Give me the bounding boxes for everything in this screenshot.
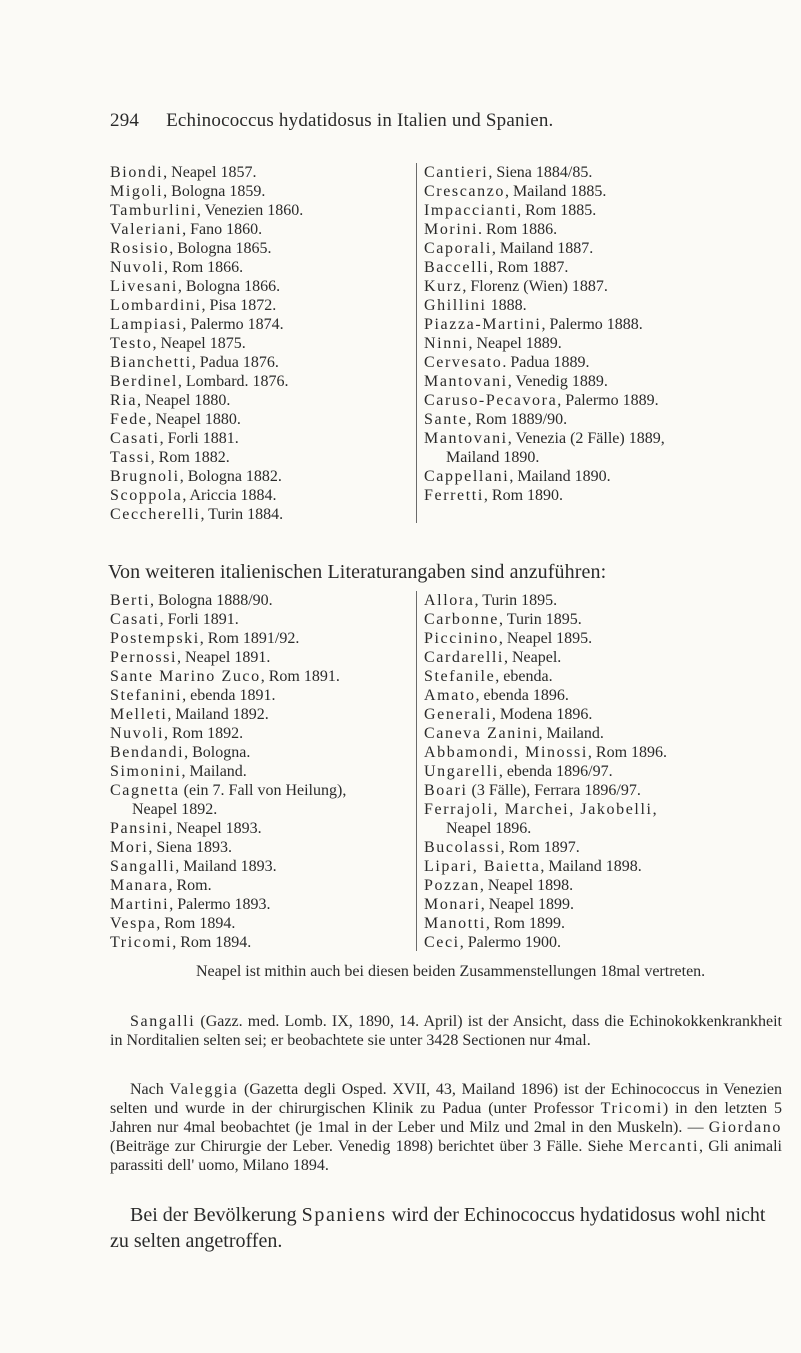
author-name: Melleti [110,706,168,723]
author-name: Brugnoli [110,468,180,485]
author-name: Cardarelli [424,649,504,666]
list2-right-column [424,591,667,952]
author-name: Ungarelli [424,763,499,780]
reference-details: , Mailand. [181,763,247,780]
reference-entry [424,914,667,933]
author-name: Mantovani [424,373,508,390]
column-divider-1 [416,163,417,523]
author-name: Valeggia [169,1081,239,1098]
reference-details: , ebenda 1891. [182,687,276,704]
author-name: Lampiasi [110,316,183,333]
reference-entry [424,486,665,505]
running-title: Echinococcus hydatidosus in Italien und Spanien. [166,110,554,131]
reference-details: Neapel 1892. [132,801,218,818]
author-name: Carbonne [424,611,500,628]
reference-details: , Neapel 1895. [498,630,593,647]
column-divider-2 [416,591,417,951]
reference-details: , Lombard. 1876. [177,373,289,390]
reference-details: , Rom. [168,877,212,894]
reference-details: , Palermo 1888. [541,316,643,333]
author-name: Simonini [110,763,182,780]
author-name: Stefanini [110,687,183,704]
reference-entry [110,705,346,724]
reference-details: , Bologna 1882. [179,468,282,485]
author-name: Mercanti [628,1138,700,1155]
author-name: Impaccianti [424,202,518,219]
reference-entry [110,591,346,610]
reference-entry [424,838,667,857]
reference-details: , Venezien 1860. [196,202,304,219]
reference-details: , Mailand 1893. [175,858,277,875]
reference-details: , Siena 1893. [148,839,232,856]
reference-entry [110,876,346,895]
author-name: Tassi [110,449,151,466]
author-name: Vespa [110,915,157,932]
author-name: Piazza-Martini [424,316,542,333]
reference-details: , Bologna 1865. [169,240,272,257]
reference-entry [424,781,667,800]
author-name: Caporali [424,240,492,257]
reference-entry [110,781,346,800]
reference-details: . Rom 1886. [478,221,558,238]
reference-details: , Ariccia 1884. [182,487,277,504]
author-name: Ferrajoli, Marchei, Jakobelli [424,801,653,818]
country-name: Spaniens [301,1204,387,1226]
reference-entry [424,315,665,334]
reference-entry [424,648,667,667]
author-name: Martini [110,896,170,913]
author-name: Giordano [708,1119,782,1136]
reference-details: , Turin 1895. [474,592,558,609]
author-name: Sangalli [130,1013,196,1030]
author-name: Caruso-Pecavora [424,392,558,409]
author-name: Crescanzo [424,183,506,200]
author-name: Manotti [424,915,486,932]
reference-entry [110,372,303,391]
author-name: Berdinel [110,373,178,390]
reference-entry [110,410,303,429]
author-name: Mantovani [424,430,508,447]
reference-details: 1888. [486,297,527,314]
author-name: Ferretti [424,487,484,504]
reference-entry [424,800,667,819]
author-name: Allora [424,592,475,609]
reference-entry [424,220,665,239]
author-name: Pansini [110,820,169,837]
reference-entry [110,857,346,876]
reference-details: . Padua 1889. [502,354,590,371]
author-name: Caneva Zanini [424,725,539,742]
running-header [110,110,750,132]
reference-entry [424,182,665,201]
list2-left-column [110,591,346,952]
reference-details: , Neapel 1893. [168,820,262,837]
reference-entry [424,857,667,876]
author-name: Morini [424,221,479,238]
reference-details: , Mailand 1898. [540,858,642,875]
section-heading: Von weiteren italienischen Literaturangaben sind anzuführen: [108,561,607,583]
reference-details: , Mailand 1890. [509,468,611,485]
reference-details: , Turin 1895. [499,611,582,628]
reference-entry [110,334,303,353]
reference-entry [424,410,665,429]
author-name: Piccinino [424,630,499,647]
reference-details: , Neapel 1880. [147,411,241,428]
author-name: Postempski [110,630,200,647]
reference-details: , Neapel 1889. [468,335,562,352]
reference-entry [424,277,665,296]
reference-entry [110,467,303,486]
reference-details: , Venedig 1889. [507,373,608,390]
reference-details: , Neapel 1880. [137,392,231,409]
author-name: Casati [110,611,160,628]
author-name: Cantieri [424,164,489,181]
reference-details: , Palermo 1893. [169,896,271,913]
reference-details: , Rom 1897. [500,839,580,856]
reference-details: , Forli 1881. [159,430,239,447]
reference-details: , Rom 1894. [156,915,236,932]
reference-entry [110,220,303,239]
paragraph-valeggia: Nach Valeggia (Gazetta degli Osped. XVII, 43, Mailand 1896) ist der Echinococcus in Venezien selten und wurde in der chirurgischen Klinik zu Padua (unter Professor Tricomi) in den letzten 5 Jahren nur 4mal beobachtet (je 1mal in der Leber und Milz und 2mal in den Muskeln). — Giordano (Beiträge zur Chirurgie der Leber. Venedig 1898) berichtet über 3 Fälle. Siehe Mercanti, Gli animali parassiti dell' uomo, Milano 1894. [110,1081,782,1174]
reference-details: , Neapel 1891. [177,649,271,666]
reference-details: , Rom 1899. [485,915,565,932]
reference-entry [110,800,346,819]
reference-entry [110,277,303,296]
list1-right-column [424,163,665,505]
reference-entry [424,686,667,705]
reference-entry [424,762,667,781]
reference-entry [424,467,665,486]
reference-entry [424,258,665,277]
reference-details: , Neapel 1899. [480,896,575,913]
reference-details: , Rom 1894. [172,934,252,951]
reference-details: , Florenz (Wien) 1887. [462,278,608,295]
author-name: Nuvoli [110,725,165,742]
reference-entry [424,819,667,838]
reference-details: , Bologna 1859. [163,183,266,200]
reference-details: , Bologna 1866. [177,278,281,295]
reference-entry [110,838,346,857]
reference-entry [110,182,303,201]
author-name: Kurz [424,278,463,295]
reference-details: , Palermo 1874. [182,316,284,333]
reference-details: , Rom 1896. [587,744,668,761]
author-name: Migoli [110,183,164,200]
author-name: Amato [424,687,476,704]
author-name: Rosisio [110,240,170,257]
reference-entry [424,933,667,952]
reference-entry [424,876,667,895]
author-name: Baccelli [424,259,490,276]
reference-entry [424,591,667,610]
reference-entry [110,724,346,743]
paragraph-sangalli: Sangalli (Gazz. med. Lomb. IX, 1890, 14. April) ist der Ansicht, dass die Echinokokkenkrankheit in Norditalien selten sei; er beobachtete sie unter 3428 Sectionen nur 4mal. [110,1013,782,1049]
author-name: Tamburlini [110,202,197,219]
list1-left-column [110,163,303,524]
author-name: Scoppola [110,487,183,504]
author-name: Berti [110,592,150,609]
author-name: Monari [424,896,481,913]
reference-details: , ebenda 1896/97. [498,763,613,780]
reference-entry [110,429,303,448]
reference-entry [110,201,303,220]
author-name: Boari [424,782,468,799]
reference-entry [110,933,346,952]
reference-details: , Mailand 1892. [167,706,269,723]
page-number: 294 [110,110,140,131]
reference-details: , [652,801,657,818]
reference-details: , Rom 1891/92. [199,630,300,647]
reference-entry [424,201,665,220]
author-name: Tricomi [600,1100,663,1117]
reference-details: , Venezia (2 Fälle) 1889, [507,430,665,447]
paragraph-naples: Neapel ist mithin auch bei diesen beiden Zusammenstellungen 18mal vertreten. [196,963,706,980]
reference-details: , ebenda 1896. [475,687,569,704]
reference-entry [110,258,303,277]
author-name: Cervesato [424,354,503,371]
author-name: Ghillini [424,297,487,314]
author-name: Livesani [110,278,178,295]
author-name: Bucolassi [424,839,501,856]
reference-entry [110,505,303,524]
reference-details: , Rom 1889/90. [467,411,568,428]
reference-details: , Palermo 1889. [557,392,659,409]
reference-details: , Neapel 1875. [152,335,246,352]
reference-details: , Mailand 1885. [505,183,607,200]
author-name: Lipari, Baietta [424,858,541,875]
reference-entry [110,648,346,667]
reference-entry [424,667,667,686]
author-name: Valeriani [110,221,183,238]
reference-details: , Mailand. [538,725,604,742]
reference-entry [424,629,667,648]
author-name: Sante Marino Zuco [110,668,261,685]
reference-details: (ein 7. Fall von Heilung), [179,782,347,799]
author-name: Bendandi [110,744,185,761]
reference-entry [110,391,303,410]
author-name: Mori [110,839,149,856]
reference-entry [424,724,667,743]
reference-details: , Rom 1891. [260,668,340,685]
reference-entry [110,743,346,762]
author-name: Ceci [424,934,460,951]
reference-entry [110,819,346,838]
author-name: Pozzan [424,877,480,894]
reference-entry [110,239,303,258]
reference-entry [110,762,346,781]
reference-details: , Neapel 1857. [163,164,257,181]
author-name: Sangalli [110,858,176,875]
reference-details: , Bologna 1888/90. [150,592,273,609]
reference-details: , Fano 1860. [182,221,263,238]
reference-entry [424,895,667,914]
reference-entry [110,895,346,914]
reference-details: , Padua 1876. [191,354,279,371]
reference-entry [110,315,303,334]
reference-details: , Bologna. [184,744,251,761]
reference-entry [424,610,667,629]
reference-entry [424,429,665,448]
author-name: Biondi [110,164,164,181]
reference-details: Neapel 1896. [446,820,532,837]
reference-details: , Pisa 1872. [201,297,277,314]
reference-entry [110,667,346,686]
reference-entry [424,296,665,315]
author-name: Casati [110,430,160,447]
author-name: Bianchetti [110,354,192,371]
reference-details: , Siena 1884/85. [488,164,593,181]
reference-entry [110,629,346,648]
author-name: Abbamondi, Minossi [424,744,588,761]
reference-entry [110,353,303,372]
reference-details: , Neapel 1898. [479,877,574,894]
author-name: Fede [110,411,148,428]
author-name: Ninni [424,335,469,352]
reference-details: , ebenda. [495,668,553,685]
reference-details: , Palermo 1900. [459,934,562,951]
reference-entry [424,372,665,391]
reference-details: , Forli 1891. [159,611,239,628]
author-name: Testo [110,335,153,352]
reference-entry [424,163,665,182]
reference-details: Mailand 1890. [446,449,540,466]
reference-entry [110,914,346,933]
reference-details: , Rom 1882. [150,449,230,466]
reference-entry [110,163,303,182]
reference-entry [424,705,667,724]
reference-details: , Mailand 1887. [491,240,594,257]
author-name: Tricomi [110,934,173,951]
author-name: Ceccherelli [110,506,201,523]
reference-entry [110,296,303,315]
reference-details: , Rom 1892. [164,725,244,742]
reference-details: , Rom 1885. [517,202,597,219]
paragraph-spain: Bei der Bevölkerung Spaniens wird der Echinococcus hydatidosus wohl nicht zu selten angetroffen. [110,1204,766,1252]
author-name: Nuvoli [110,259,165,276]
reference-details: , Modena 1896. [491,706,593,723]
reference-entry [424,448,665,467]
reference-entry [424,239,665,258]
author-name: Sante [424,411,468,428]
reference-details: , Neapel. [503,649,562,666]
author-name: Manara [110,877,169,894]
author-name: Cagnetta [110,782,180,799]
author-name: Lombardini [110,297,202,314]
reference-entry [110,448,303,467]
reference-details: (3 Fälle), Ferrara 1896/97. [467,782,641,799]
reference-entry [110,610,346,629]
reference-entry [424,391,665,410]
author-name: Pernossi [110,649,178,666]
author-name: Cappellani [424,468,510,485]
reference-entry [110,686,346,705]
reference-details: , Turin 1884. [200,506,284,523]
reference-entry [424,743,667,762]
author-name: Stefanile [424,668,496,685]
author-name: Ria [110,392,138,409]
reference-details: , Rom 1890. [483,487,564,504]
reference-details: , Rom 1866. [164,259,244,276]
reference-entry [110,486,303,505]
reference-entry [424,353,665,372]
reference-entry [424,334,665,353]
author-name: Generali [424,706,492,723]
reference-details: , Rom 1887. [489,259,569,276]
